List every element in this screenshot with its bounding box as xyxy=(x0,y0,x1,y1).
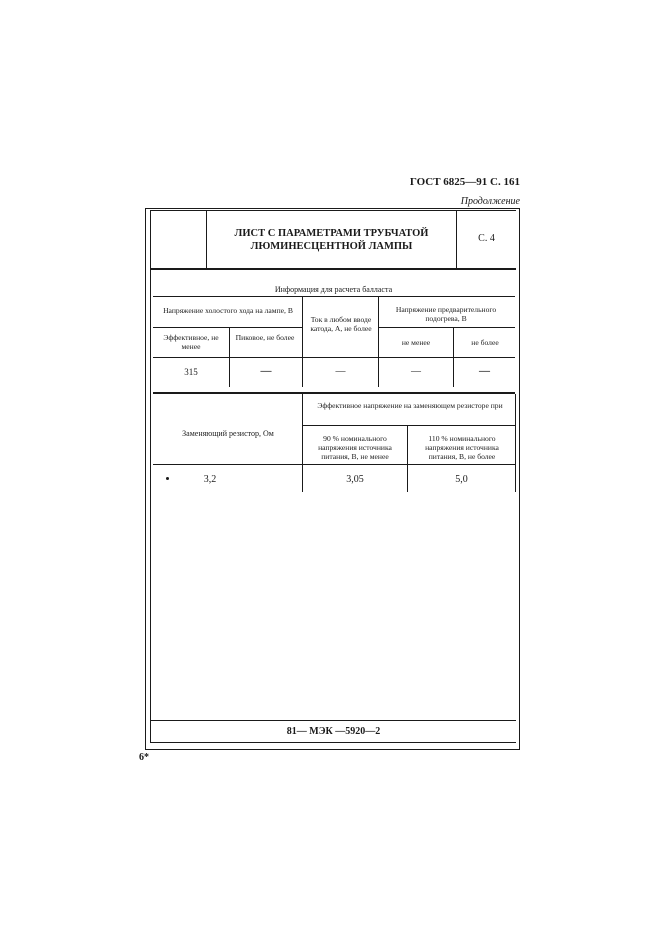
divider xyxy=(150,742,516,743)
page-mark: 6* xyxy=(139,752,149,763)
table-cell: — xyxy=(335,366,346,377)
divider xyxy=(150,268,516,270)
table-cell: 5,0 xyxy=(455,474,468,485)
divider xyxy=(150,720,516,721)
divider xyxy=(303,425,515,426)
bullet-mark xyxy=(166,477,169,480)
col-open-voltage: Напряжение холостого хода на лампе, В xyxy=(163,306,293,315)
divider xyxy=(153,392,515,394)
col-resistor: Заменяющий резистор, Ом xyxy=(182,429,274,438)
table-cell: 3,05 xyxy=(346,474,364,485)
divider xyxy=(206,210,207,268)
page-code: С. 4 xyxy=(478,233,495,244)
divider xyxy=(153,464,515,465)
col-peak: Пиковое, не более xyxy=(235,333,295,342)
continuation-label: Продолжение xyxy=(460,196,520,207)
table-cell: — xyxy=(260,365,272,377)
sheet-title-line2: ЛЮМИНЕСЦЕНТНОЙ ЛАМПЫ xyxy=(250,241,413,252)
col-preheat-max: не более xyxy=(471,338,499,347)
divider xyxy=(153,357,515,358)
col-effective: Эффективное, не менее xyxy=(163,333,219,351)
col-current: Ток в любом вводе катода, А, не более xyxy=(310,315,372,333)
divider xyxy=(150,210,516,211)
divider xyxy=(153,296,515,297)
col-preheat: Напряжение предварительного подогрева, В xyxy=(395,305,497,323)
table-cell: 3,2 xyxy=(203,474,217,485)
col-110: 110 % номинального напряжения источника питания, В, не более xyxy=(425,434,499,461)
table-cell: — xyxy=(479,365,490,377)
col-90: 90 % номинального напряжения источника питания, В, не менее xyxy=(318,434,392,461)
divider xyxy=(153,327,302,328)
divider xyxy=(515,394,516,492)
section-title: Информация для расчета балласта xyxy=(274,285,393,294)
table-cell: — xyxy=(411,366,421,377)
sheet-title-line1: ЛИСТ С ПАРАМЕТРАМИ ТРУБЧАТОЙ xyxy=(234,228,429,239)
col-preheat-min: не менее xyxy=(401,338,431,347)
table-cell: 315 xyxy=(184,367,198,377)
divider xyxy=(379,327,515,328)
gost-header: ГОСТ 6825—91 С. 161 xyxy=(409,176,520,188)
footer-code: 81— МЭК —5920—2 xyxy=(286,726,381,737)
col-eff-voltage: Эффективное напряжение на заменяющем резисторе при xyxy=(317,401,503,410)
